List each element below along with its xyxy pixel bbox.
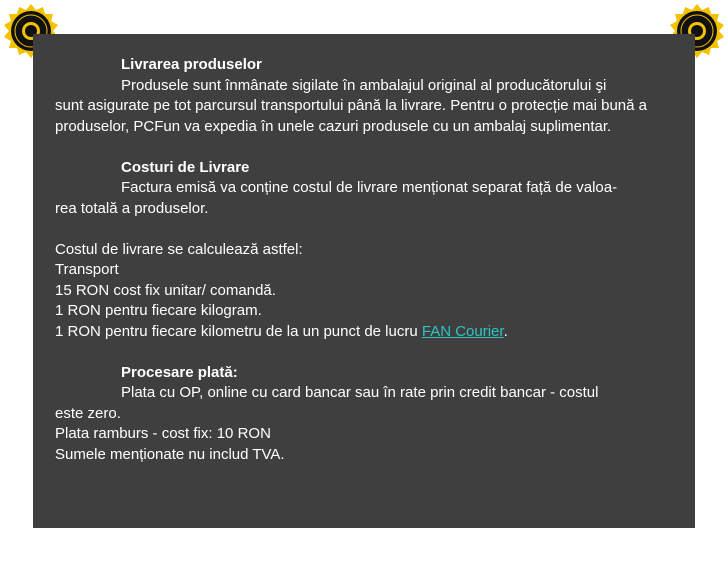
spacer	[55, 137, 675, 158]
costs-body-first-line: Factura emisă va conține costul de livrare menționat separat față de valoa-	[121, 179, 618, 196]
fan-courier-link[interactable]: FAN Courier	[421, 322, 504, 340]
vat-note: Sumele menționate nu includ TVA.	[55, 445, 285, 463]
payment-body-first-line: Plata cu OP, online cu card bancar sau în rate prin credit bancar - costul	[121, 384, 599, 401]
payment-body: este zero.	[55, 404, 121, 422]
spacer	[55, 219, 675, 240]
fee-per-km-text: 1 RON pentru fiecare kilometru de la un punct de lucru	[55, 322, 422, 340]
delivery-body-first-line: Produsele sunt înmânate sigilate în ambalajul original al producătorului şi	[121, 76, 607, 94]
costs-title: Costuri de Livrare	[121, 158, 250, 176]
fee-fixed: 15 RON cost fix unitar/ comandă.	[55, 281, 276, 299]
delivery-body: sunt asigurate pe tot parcursul transportului până la livrare. Pentru o protecție mai bună a produselor, PCFun va expedia în unele cazuri produsele cu un ambalaj suplimentar.	[55, 97, 648, 135]
fee-per-km	[55, 322, 675, 343]
fee-per-km-suffix: .	[503, 322, 508, 340]
fee-per-kg: 1 RON pentru fiecare kilogram.	[55, 302, 262, 319]
payment-title: Procesare plată:	[121, 363, 238, 381]
delivery-info	[55, 55, 675, 465]
transport-label: Transport	[55, 261, 119, 278]
spacer	[55, 342, 675, 363]
calc-intro: Costul de livrare se calculează astfel:	[55, 240, 303, 258]
cod-fee: Plata ramburs - cost fix: 10 RON	[55, 425, 271, 442]
costs-body: rea totală a produselor.	[55, 199, 209, 217]
delivery-title: Livrarea produselor	[121, 56, 262, 73]
